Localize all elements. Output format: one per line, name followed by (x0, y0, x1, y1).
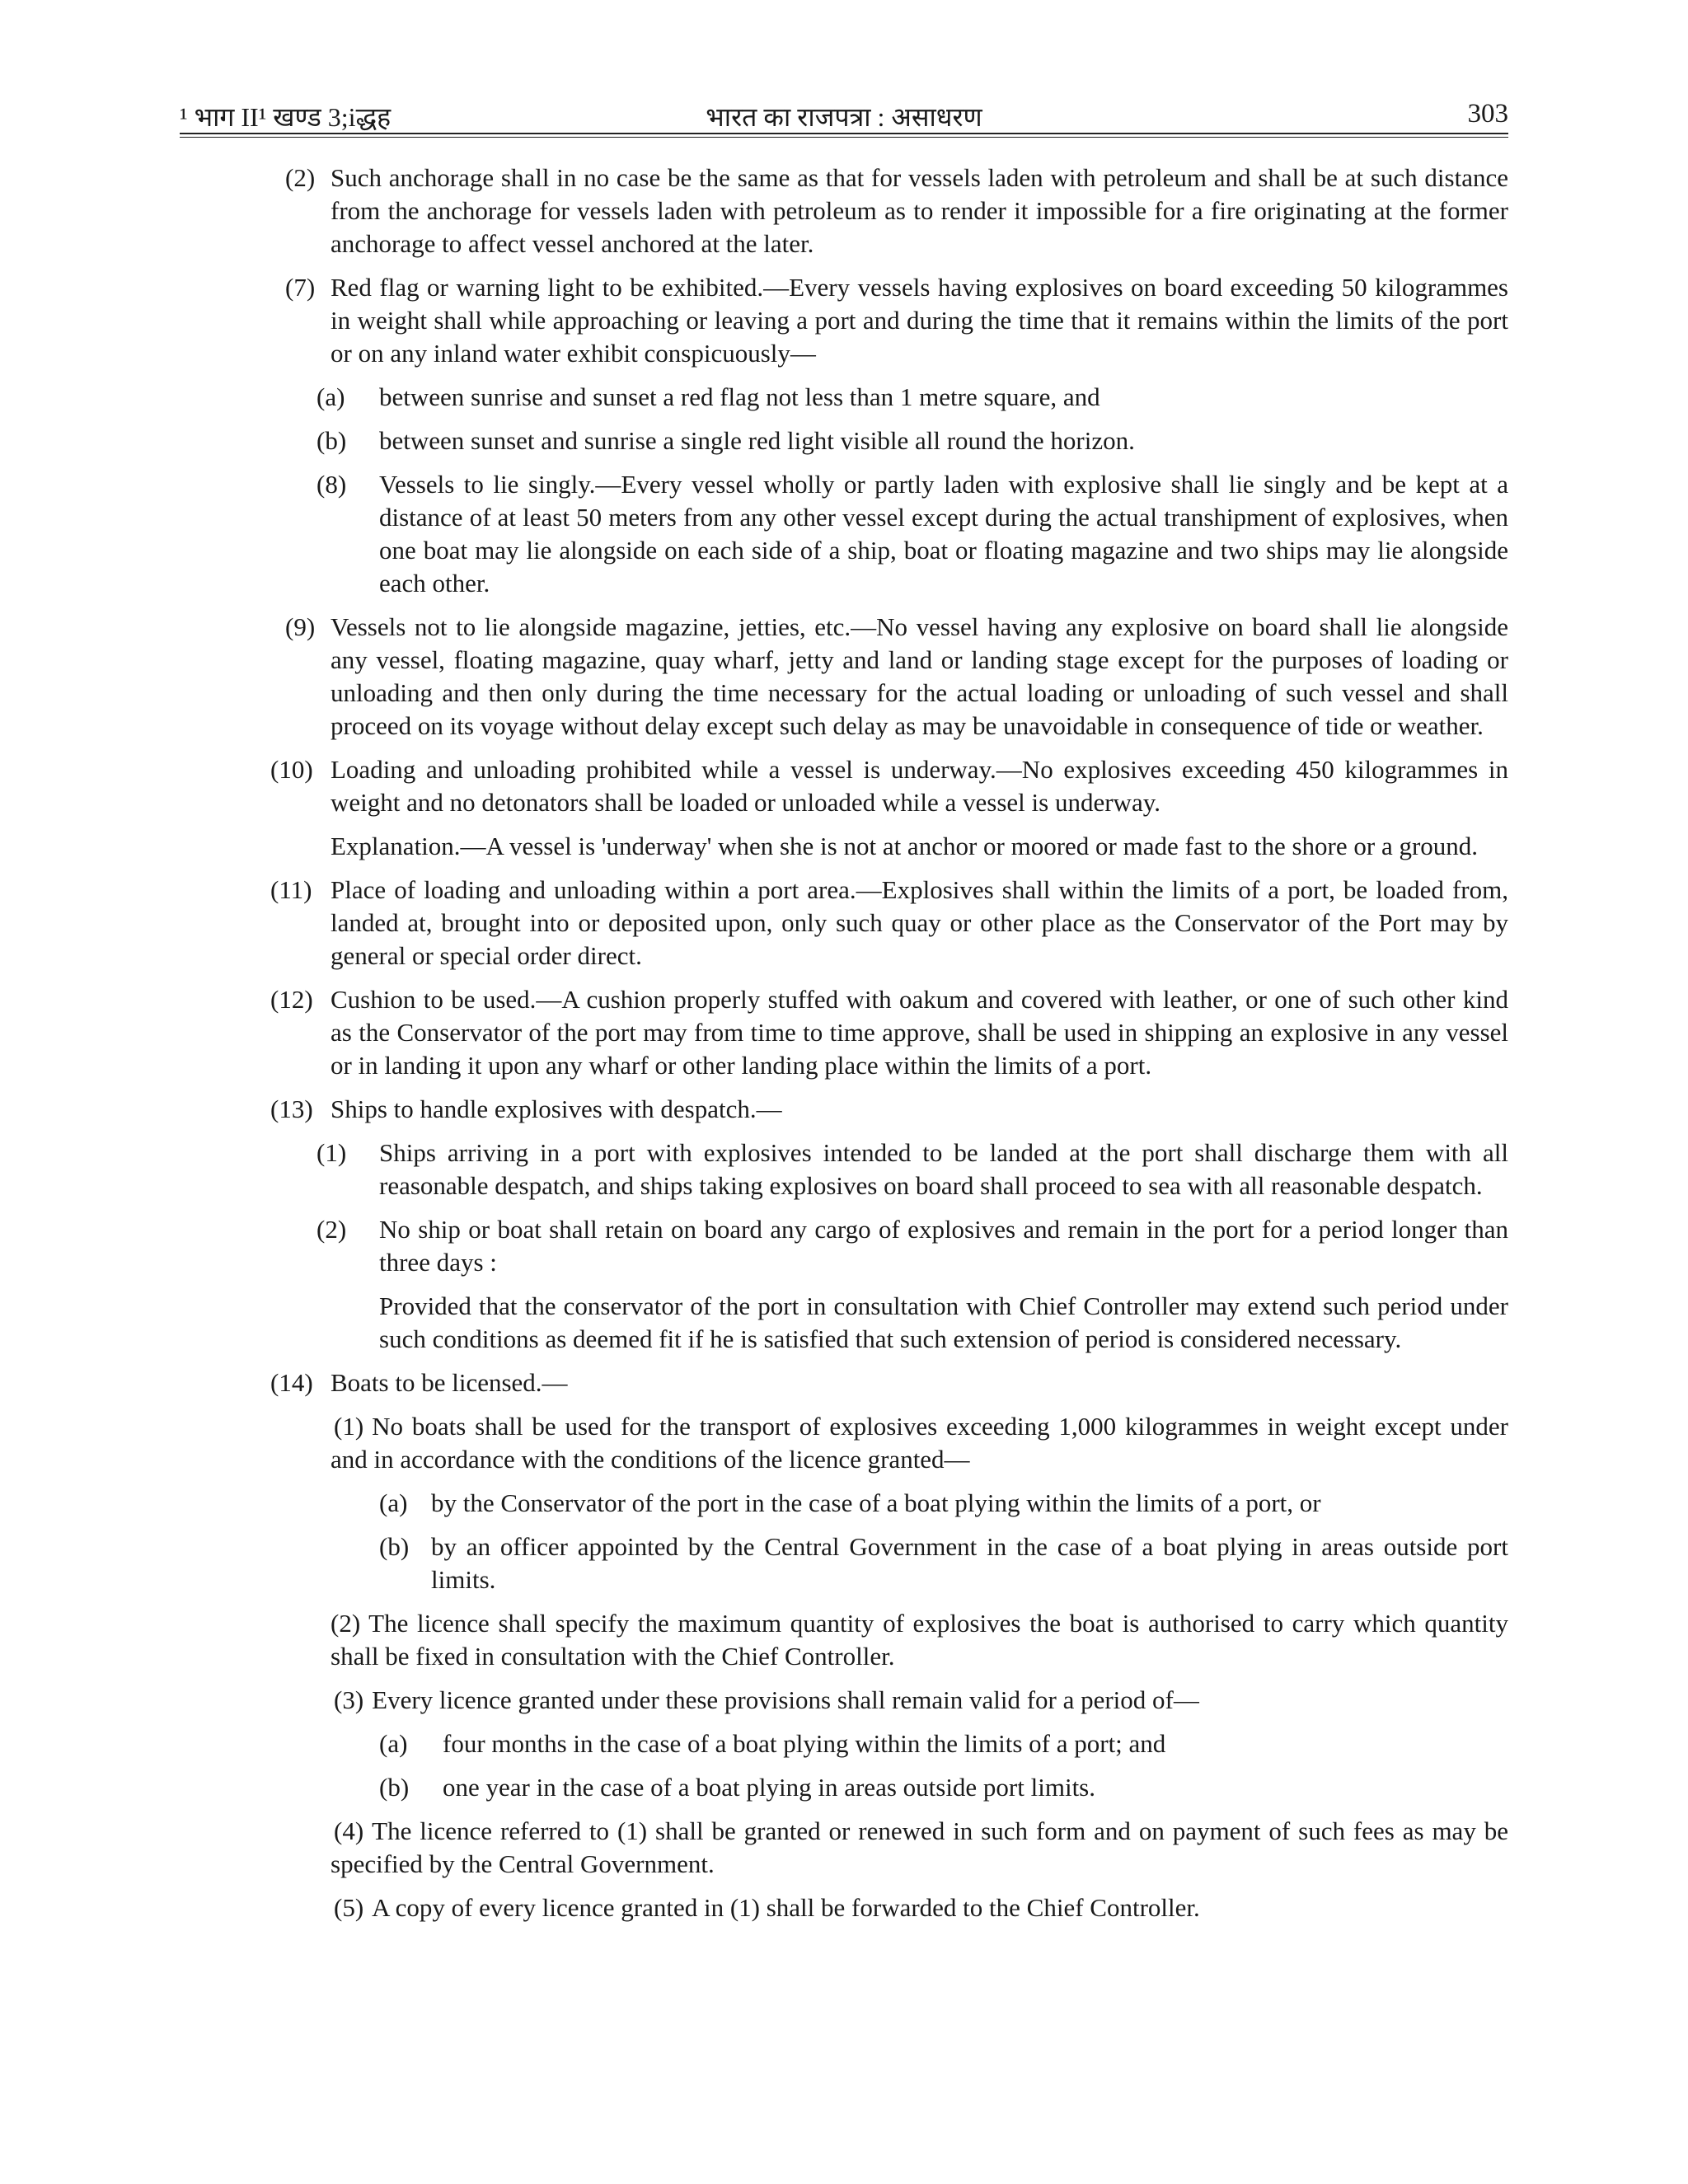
item-text: four months in the case of a boat plying within the limits of a port; and (443, 1729, 1166, 1758)
clause-text: Place of loading and unloading within a port area.—Explosives shall within the limits of a port, be loaded from, landed at, brought into or deposited upon, only such quay or other place as the Conservator of the Port may by general or special order direct. (331, 875, 1508, 970)
subclause-text: No boats shall be used for the transport of explosives exceeding 1,000 kilogrammes in weight except under and in accordance with the conditions of the licence granted— (331, 1412, 1508, 1474)
item-number: (a) (379, 1488, 408, 1517)
explanation-text: Explanation.—A vessel is 'underway' when she is not at anchor or moored or made fast to the shore or a ground. (331, 832, 1479, 860)
item-text: by the Conservator of the port in the case of a boat plying within the limits of a port, or (431, 1488, 1321, 1517)
clause-number: (7) (285, 273, 316, 302)
clause-7 (270, 271, 1508, 370)
clause-text: Boats to be licensed.— (331, 1368, 568, 1397)
clause-14-3 (270, 1684, 1508, 1717)
clause-14-4 (270, 1815, 1508, 1881)
clause-text: Cushion to be used.—A cushion properly stuffed with oakum and covered with leather, or one of such other kind as the Conservator of the port may from time to time approve, shall be used in shipping an explosive in any vessel or in landing it upon any wharf or other landing place within the limits of a port. (331, 985, 1508, 1080)
clause-text: Loading and unloading prohibited while a vessel is underway.—No explosives exceeding 450 kilogrammes in weight and no detonators shall be loaded or unloaded while a vessel is underway. (331, 755, 1508, 817)
subclause-text: The licence referred to (1) shall be granted or renewed in such form and on payment of such fees as may be specified by the Central Government. (331, 1816, 1508, 1878)
clause-text: Such anchorage shall in no case be the same as that for vessels laden with petroleum and shall be at such distance from the anchorage for vessels laden with petroleum as to render it impossible for a fire originating at the former anchorage to affect vessel anchored at the later. (331, 163, 1508, 258)
clause-11 (270, 874, 1508, 972)
clause-14-5 (270, 1891, 1508, 1924)
clause-number: (10) (270, 755, 313, 784)
subclause-number: (3) (334, 1685, 364, 1714)
subclause-text: A copy of every licence granted in (1) shall be forwarded to the Chief Controller. (372, 1893, 1200, 1922)
clause-number: (14) (270, 1368, 313, 1397)
clause-12 (270, 983, 1508, 1082)
proviso-text: Provided that the conservator of the port in consultation with Chief Controller may extend such period under such conditions as deemed fit if he is satisfied that such extension of period is considered necessary. (379, 1291, 1508, 1353)
clause-14-1 (270, 1410, 1508, 1476)
clause-number: (13) (270, 1094, 313, 1123)
clause-7-a (270, 381, 1508, 414)
clause-text: Ships to handle explosives with despatch.— (331, 1094, 782, 1123)
page-number: 303 (1467, 99, 1508, 129)
subclause-number: (1) (334, 1412, 364, 1441)
clause-14-1-a (270, 1487, 1508, 1520)
subclause-number: (2) (331, 1609, 361, 1638)
clause-13-2 (270, 1213, 1508, 1279)
clause-number: (8) (316, 470, 347, 499)
subclause-text: The licence shall specify the maximum quantity of explosives the boat is authorised to carry which quantity shall be fixed in consultation with the Chief Controller. (331, 1609, 1508, 1671)
clause-number: (2) (285, 163, 316, 192)
subclause-text: between sunset and sunrise a single red light visible all round the horizon. (379, 426, 1135, 455)
item-text: one year in the case of a boat plying in areas outside port limits. (443, 1773, 1095, 1802)
clause-8 (270, 468, 1508, 600)
clause-text: Vessels not to lie alongside magazine, jetties, etc.—No vessel having any explosive on board shall lie alongside any vessel, floating magazine, quay wharf, jetty and land or landing stage except for the purposes of loading or unloading and then only during the time necessary for the actual loading or unloading of such vessel and shall proceed on its voyage without delay except such delay as may be unavoidable in consequence of tide or weather. (331, 612, 1508, 740)
subclause-text: Ships arriving in a port with explosives intended to be landed at the port shall discharge them with all reasonable despatch, and ships taking explosives on board shall proceed to sea with all reasonable despatch. (379, 1138, 1508, 1200)
clause-14 (270, 1366, 1508, 1399)
subclause-number: (a) (316, 382, 345, 411)
clause-7-b (270, 424, 1508, 457)
clause-9 (270, 611, 1508, 743)
subclause-number: (4) (334, 1816, 364, 1845)
clause-text: Vessels to lie singly.—Every vessel wholly or partly laden with explosive shall lie singly and be kept at a distance of at least 50 meters from any other vessel except during the actual transhipment of explosives, when one boat may lie alongside on each side of a ship, boat or floating magazine and two ships may lie alongside each other. (379, 470, 1508, 598)
subclause-number: (1) (316, 1138, 347, 1167)
subclause-text: No ship or boat shall retain on board any cargo of explosives and remain in the port for a period longer than three days : (379, 1215, 1508, 1277)
clause-number: (11) (270, 875, 312, 904)
clause-10 (270, 753, 1508, 819)
clause-14-1-b (270, 1530, 1508, 1596)
item-number: (b) (379, 1773, 410, 1802)
clause-13-2-proviso (270, 1290, 1508, 1356)
subclause-text: between sunrise and sunset a red flag not less than 1 metre square, and (379, 382, 1100, 411)
clause-13-1 (270, 1137, 1508, 1202)
header-gazette-title: भारत का राजपत्रा : असाधरण (706, 102, 982, 132)
subclause-number: (5) (334, 1893, 364, 1922)
clause-14-3-b (270, 1771, 1508, 1804)
clause-14-2 (270, 1607, 1508, 1673)
subclause-text: Every licence granted under these provisions shall remain valid for a period of— (372, 1685, 1199, 1714)
document-body (270, 162, 1508, 1935)
clause-text: Red flag or warning light to be exhibited.—Every vessels having explosives on board exceeding 50 kilogrammes in weight shall while approaching or leaving a port and during the time that it remains within the limits of the port or on any inland water exhibit conspicuously— (331, 273, 1508, 368)
subclause-number: (b) (316, 426, 347, 455)
clause-2 (270, 162, 1508, 260)
clause-number: (12) (270, 985, 313, 1014)
item-number: (b) (379, 1532, 410, 1561)
page-header (180, 91, 1508, 137)
header-rule-thin (180, 137, 1508, 138)
clause-number: (9) (285, 612, 316, 641)
item-number: (a) (379, 1729, 408, 1758)
clause-14-3-a (270, 1727, 1508, 1760)
item-text: by an officer appointed by the Central Government in the case of a boat plying in areas outside port limits. (431, 1532, 1508, 1594)
subclause-number: (2) (316, 1215, 347, 1244)
clause-13 (270, 1093, 1508, 1126)
header-part-label: ¹ भाग II¹ खण्ड 3;iद्धह (180, 102, 392, 132)
clause-10-explanation (270, 830, 1508, 863)
header-rule (180, 133, 1508, 134)
